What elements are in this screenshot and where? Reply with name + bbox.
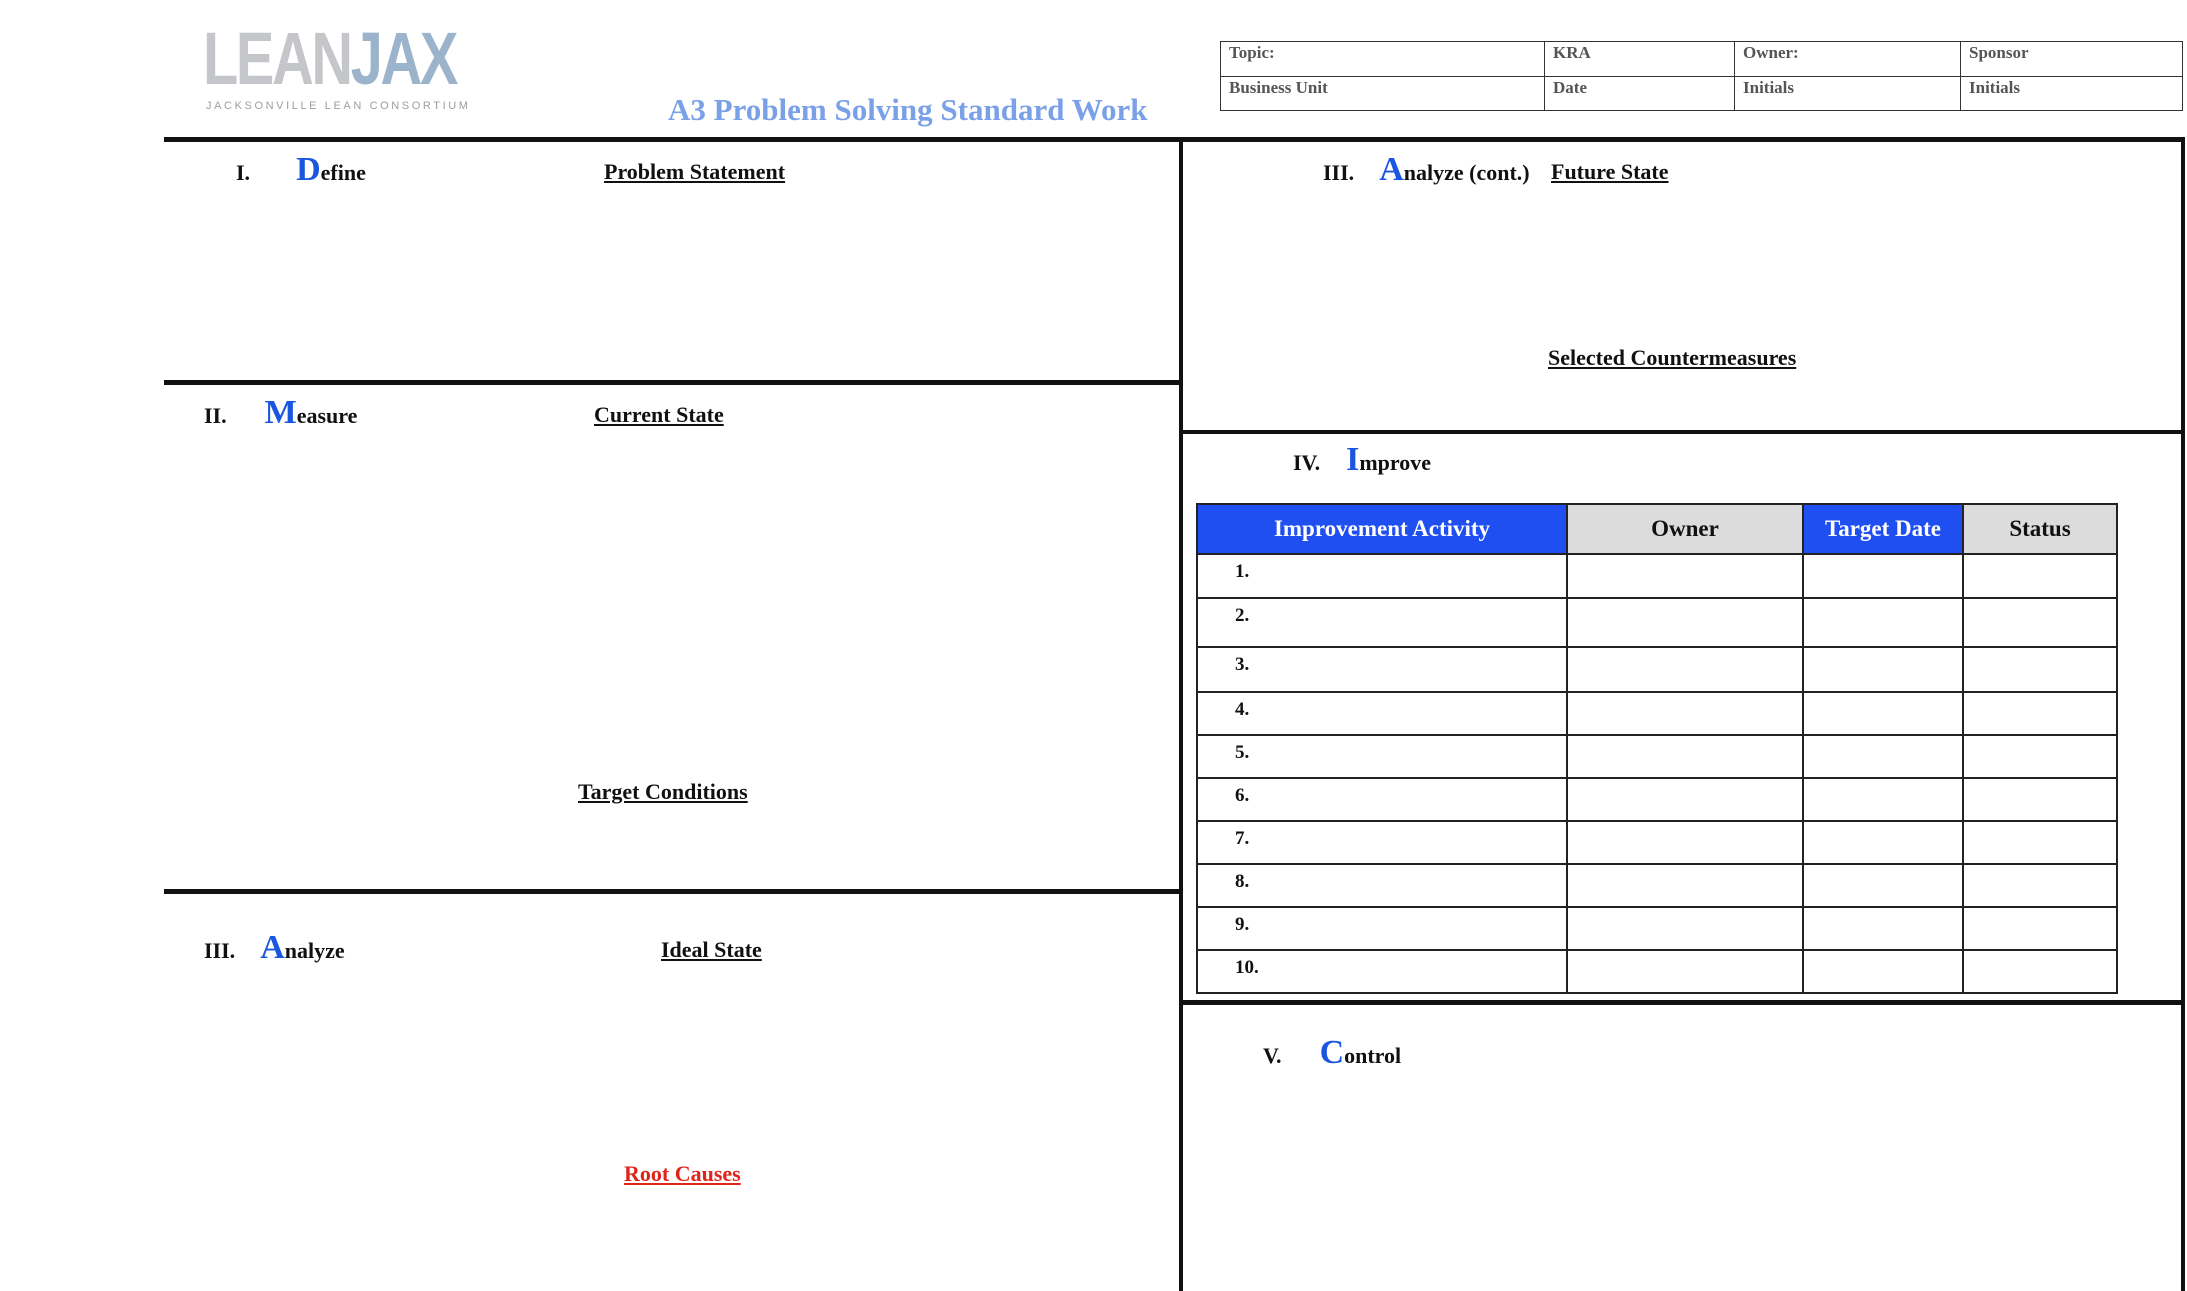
status-cell[interactable] [1963, 598, 2117, 647]
activity-cell[interactable]: 8. [1197, 864, 1567, 907]
analyze-cont-initial: A [1379, 151, 1404, 188]
activity-cell[interactable]: 2. [1197, 598, 1567, 647]
improve-control-divider [1179, 1000, 2185, 1005]
right-border [2181, 137, 2185, 1291]
owner-cell[interactable] [1567, 778, 1803, 821]
info-row-2 [1221, 76, 2183, 111]
table-row [1197, 821, 2117, 864]
status-cell[interactable] [1963, 950, 2117, 993]
target-date-cell[interactable] [1803, 907, 1963, 950]
document-title: A3 Problem Solving Standard Work [668, 92, 1148, 127]
table-row [1197, 735, 2117, 778]
activity-cell[interactable]: 7. [1197, 821, 1567, 864]
activity-cell[interactable]: 10. [1197, 950, 1567, 993]
current-state-label: Current State [594, 402, 724, 427]
root-causes-label: Root Causes [624, 1161, 741, 1186]
center-divider [1179, 137, 1183, 1291]
analyze-improve-divider [1179, 430, 2185, 434]
kra-field[interactable]: KRA [1545, 42, 1735, 77]
sponsor-initials-field[interactable]: Initials [1961, 76, 2183, 111]
table-row [1197, 598, 2117, 647]
table-row [1197, 950, 2117, 993]
status-cell[interactable] [1963, 735, 2117, 778]
target-date-cell[interactable] [1803, 554, 1963, 598]
owner-cell[interactable] [1567, 647, 1803, 692]
logo-wordmark [203, 17, 457, 100]
header-target-date: Target Date [1803, 504, 1963, 554]
owner-field[interactable]: Owner: [1735, 42, 1961, 77]
table-header-row [1197, 504, 2117, 554]
target-date-cell[interactable] [1803, 864, 1963, 907]
header-improvement-activity: Improvement Activity [1197, 504, 1567, 554]
control-numeral: V. [1263, 1043, 1282, 1068]
date-field[interactable]: Date [1545, 76, 1735, 111]
activity-cell[interactable]: 3. [1197, 647, 1567, 692]
logo-tagline: JACKSONVILLE LEAN CONSORTIUM [206, 100, 471, 112]
status-cell[interactable] [1963, 907, 2117, 950]
target-date-cell[interactable] [1803, 598, 1963, 647]
improvement-activity-table [1196, 503, 2118, 994]
analyze-cont-numeral: III. [1323, 160, 1355, 185]
activity-cell[interactable]: 6. [1197, 778, 1567, 821]
section-improve-heading [1293, 441, 1431, 479]
improve-rest: mprove [1359, 450, 1432, 475]
selected-countermeasures-label: Selected Countermeasures [1548, 345, 1797, 370]
define-measure-divider [164, 380, 1183, 385]
section-control-heading [1263, 1034, 1401, 1072]
logo-jax: JAX [350, 17, 457, 100]
table-row [1197, 778, 2117, 821]
owner-cell[interactable] [1567, 598, 1803, 647]
owner-cell[interactable] [1567, 735, 1803, 778]
status-cell[interactable] [1963, 647, 2117, 692]
table-row [1197, 907, 2117, 950]
analyze-initial: A [260, 929, 285, 966]
section-measure-heading [204, 394, 357, 432]
target-conditions-label: Target Conditions [578, 779, 748, 804]
target-date-cell[interactable] [1803, 821, 1963, 864]
owner-cell[interactable] [1567, 554, 1803, 598]
owner-cell[interactable] [1567, 950, 1803, 993]
target-date-cell[interactable] [1803, 692, 1963, 735]
info-row-1 [1221, 42, 2183, 77]
measure-numeral: II. [204, 403, 227, 428]
leanjax-logo [203, 17, 471, 117]
define-rest: efine [320, 160, 366, 185]
status-cell[interactable] [1963, 692, 2117, 735]
control-rest: ontrol [1344, 1043, 1402, 1068]
header-status: Status [1963, 504, 2117, 554]
owner-cell[interactable] [1567, 864, 1803, 907]
section-define-heading [236, 151, 366, 189]
section-analyze-cont-heading [1323, 151, 1530, 189]
business-unit-field[interactable]: Business Unit [1221, 76, 1545, 111]
topic-field[interactable]: Topic: [1221, 42, 1545, 77]
logo-lean: LEAN [203, 17, 351, 100]
section-analyze-heading [204, 929, 345, 967]
analyze-cont-rest: nalyze (cont.) [1403, 160, 1530, 185]
define-numeral: I. [236, 160, 251, 185]
measure-initial: M [264, 394, 297, 431]
header-info-grid [1220, 41, 2183, 111]
table-row [1197, 554, 2117, 598]
status-cell[interactable] [1963, 778, 2117, 821]
target-date-cell[interactable] [1803, 950, 1963, 993]
measure-rest: easure [296, 403, 358, 428]
owner-initials-field[interactable]: Initials [1735, 76, 1961, 111]
owner-cell[interactable] [1567, 692, 1803, 735]
top-border [164, 137, 2184, 142]
improve-initial: I [1346, 441, 1360, 478]
activity-cell[interactable]: 4. [1197, 692, 1567, 735]
activity-cell[interactable]: 5. [1197, 735, 1567, 778]
target-date-cell[interactable] [1803, 735, 1963, 778]
activity-cell[interactable]: 9. [1197, 907, 1567, 950]
owner-cell[interactable] [1567, 821, 1803, 864]
analyze-rest: nalyze [284, 938, 345, 963]
target-date-cell[interactable] [1803, 778, 1963, 821]
control-initial: C [1319, 1034, 1345, 1071]
header-owner: Owner [1567, 504, 1803, 554]
measure-analyze-divider [164, 889, 1183, 894]
table-row [1197, 692, 2117, 735]
table-row [1197, 647, 2117, 692]
problem-statement-label: Problem Statement [604, 159, 786, 184]
status-cell[interactable] [1963, 864, 2117, 907]
status-cell[interactable] [1963, 821, 2117, 864]
target-date-cell[interactable] [1803, 647, 1963, 692]
analyze-numeral: III. [204, 938, 236, 963]
define-initial: D [296, 151, 321, 188]
activity-cell[interactable]: 1. [1197, 554, 1567, 598]
table-row [1197, 864, 2117, 907]
future-state-label: Future State [1551, 159, 1669, 184]
ideal-state-label: Ideal State [661, 937, 762, 962]
owner-cell[interactable] [1567, 907, 1803, 950]
improve-numeral: IV. [1293, 450, 1321, 475]
sponsor-field[interactable]: Sponsor [1961, 42, 2183, 77]
status-cell[interactable] [1963, 554, 2117, 598]
